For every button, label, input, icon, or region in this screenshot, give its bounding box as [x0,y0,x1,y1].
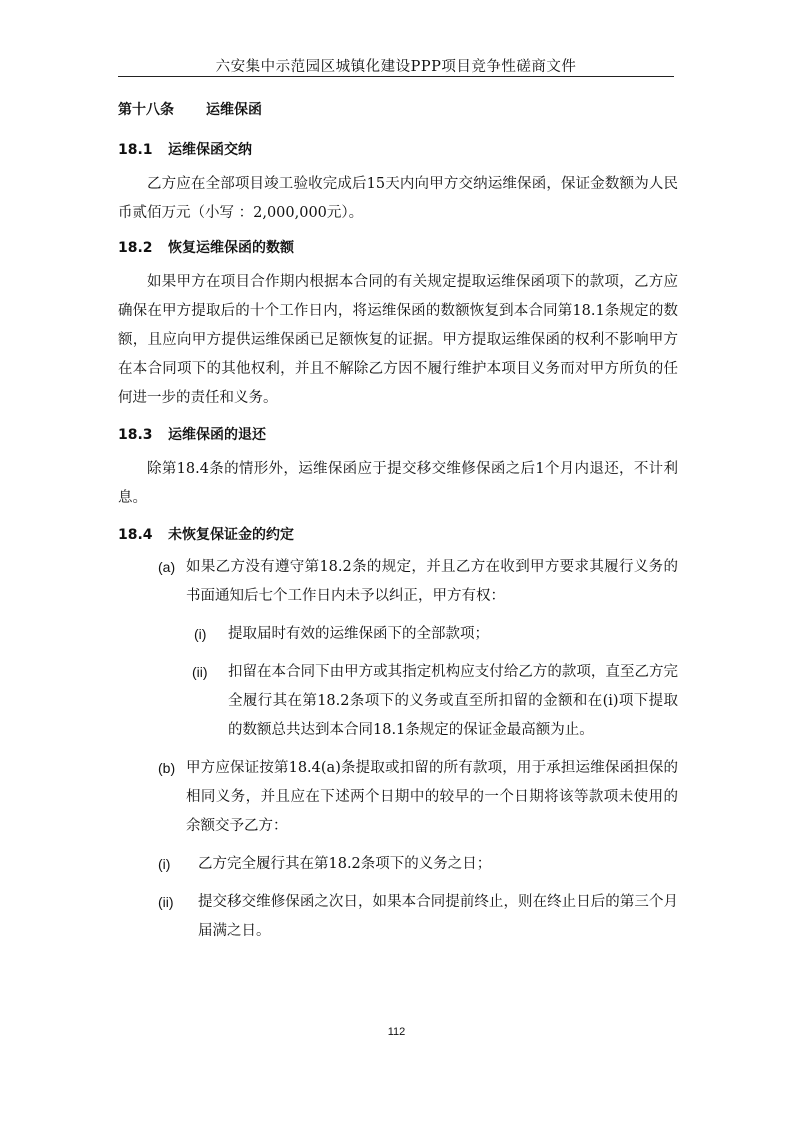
header-divider [118,76,674,77]
list-marker: (i) [194,626,207,642]
document-header: 六安集中示范园区城镇化建设PPP项目竞争性磋商文件 [215,59,577,75]
section-heading-18-4 [118,525,678,545]
list-item-text: 扣留在本合同下由甲方或其指定机构应支付给乙方的款项，直至乙方完全履行其在第18.2条项下的义务或直至所扣留的金额和在(i)项下提取的数额总共达到本合同18.1条规定的保证金最高额为止。 [228,664,678,738]
list-item-a [118,553,678,611]
list-item-text: 如果乙方没有遵守第18.2条的规定，并且乙方在收到甲方要求其履行义务的书面通知后七个工作日内未予以纠正，甲方有权： [186,559,678,604]
list-item-text: 甲方应保证按第18.4(a)条提取或扣留的所有款项，用于承担运维保函担保的相同义务，并且应在下述两个日期中的较早的一个日期将该等款项未使用的余额交予乙方： [186,760,678,834]
list-marker: (i) [158,856,171,872]
list-marker: (ii) [192,664,208,680]
list-item-text: 提交移交维修保函之次日，如果本合同提前终止，则在终止日后的第三个月届满之日。 [198,894,678,939]
section-number: 18.3 [118,427,153,443]
list-marker: (ii) [158,894,174,910]
section-heading-18-1 [118,140,678,160]
list-item-text: 乙方完全履行其在第18.2条项下的义务之日； [198,856,492,872]
section-title: 未恢复保证金的约定 [168,527,294,543]
article-title: 运维保函 [206,102,262,118]
list-marker: (a) [158,559,176,575]
list-item-b [118,754,678,841]
list-item-text: 提取届时有效的运维保函下的全部款项； [228,626,489,642]
section-paragraph-18-1: 乙方应在全部项目竣工验收完成后15天内向甲方交纳运维保函，保证金数额为人民币贰佰万元（小写 ：2,000,000元）。 [118,176,678,221]
list-item-a-i [118,620,678,649]
list-item-b-ii [118,888,678,946]
section-paragraph-18-3: 除第18.4条的情形外，运维保函应于提交移交维修保函之后1个月内退还，不计利息。 [118,461,678,506]
list-marker: (b) [158,760,176,776]
section-heading-18-2 [118,238,678,258]
section-number: 18.2 [118,240,153,256]
article-heading [118,100,678,120]
section-number: 18.1 [118,142,153,158]
article-number: 第十八条 [118,102,174,118]
list-item-b-i [118,850,678,879]
section-title: 恢复运维保函的数额 [168,240,294,256]
list-item-a-ii [118,658,678,745]
section-paragraph-18-2: 如果甲方在项目合作期内根据本合同的有关规定提取运维保函项下的款项，乙方应确保在甲方提取后的十个工作日内，将运维保函的数额恢复到本合同第18.1条规定的数额，且应向甲方提供运维保函已足额恢复的证据。甲方提取运维保函的权利不影响甲方在本合同项下的其他权利，并且不解除乙方因不履行维护本项目义务而对甲方所负的任何进一步的责任和义务。 [118,274,678,406]
page-content [118,96,678,946]
section-title: 运维保函的退还 [168,427,266,443]
page-number: 112 [387,1026,406,1038]
section-number: 18.4 [118,527,153,543]
section-title: 运维保函交纳 [168,142,252,158]
section-heading-18-3 [118,425,678,445]
